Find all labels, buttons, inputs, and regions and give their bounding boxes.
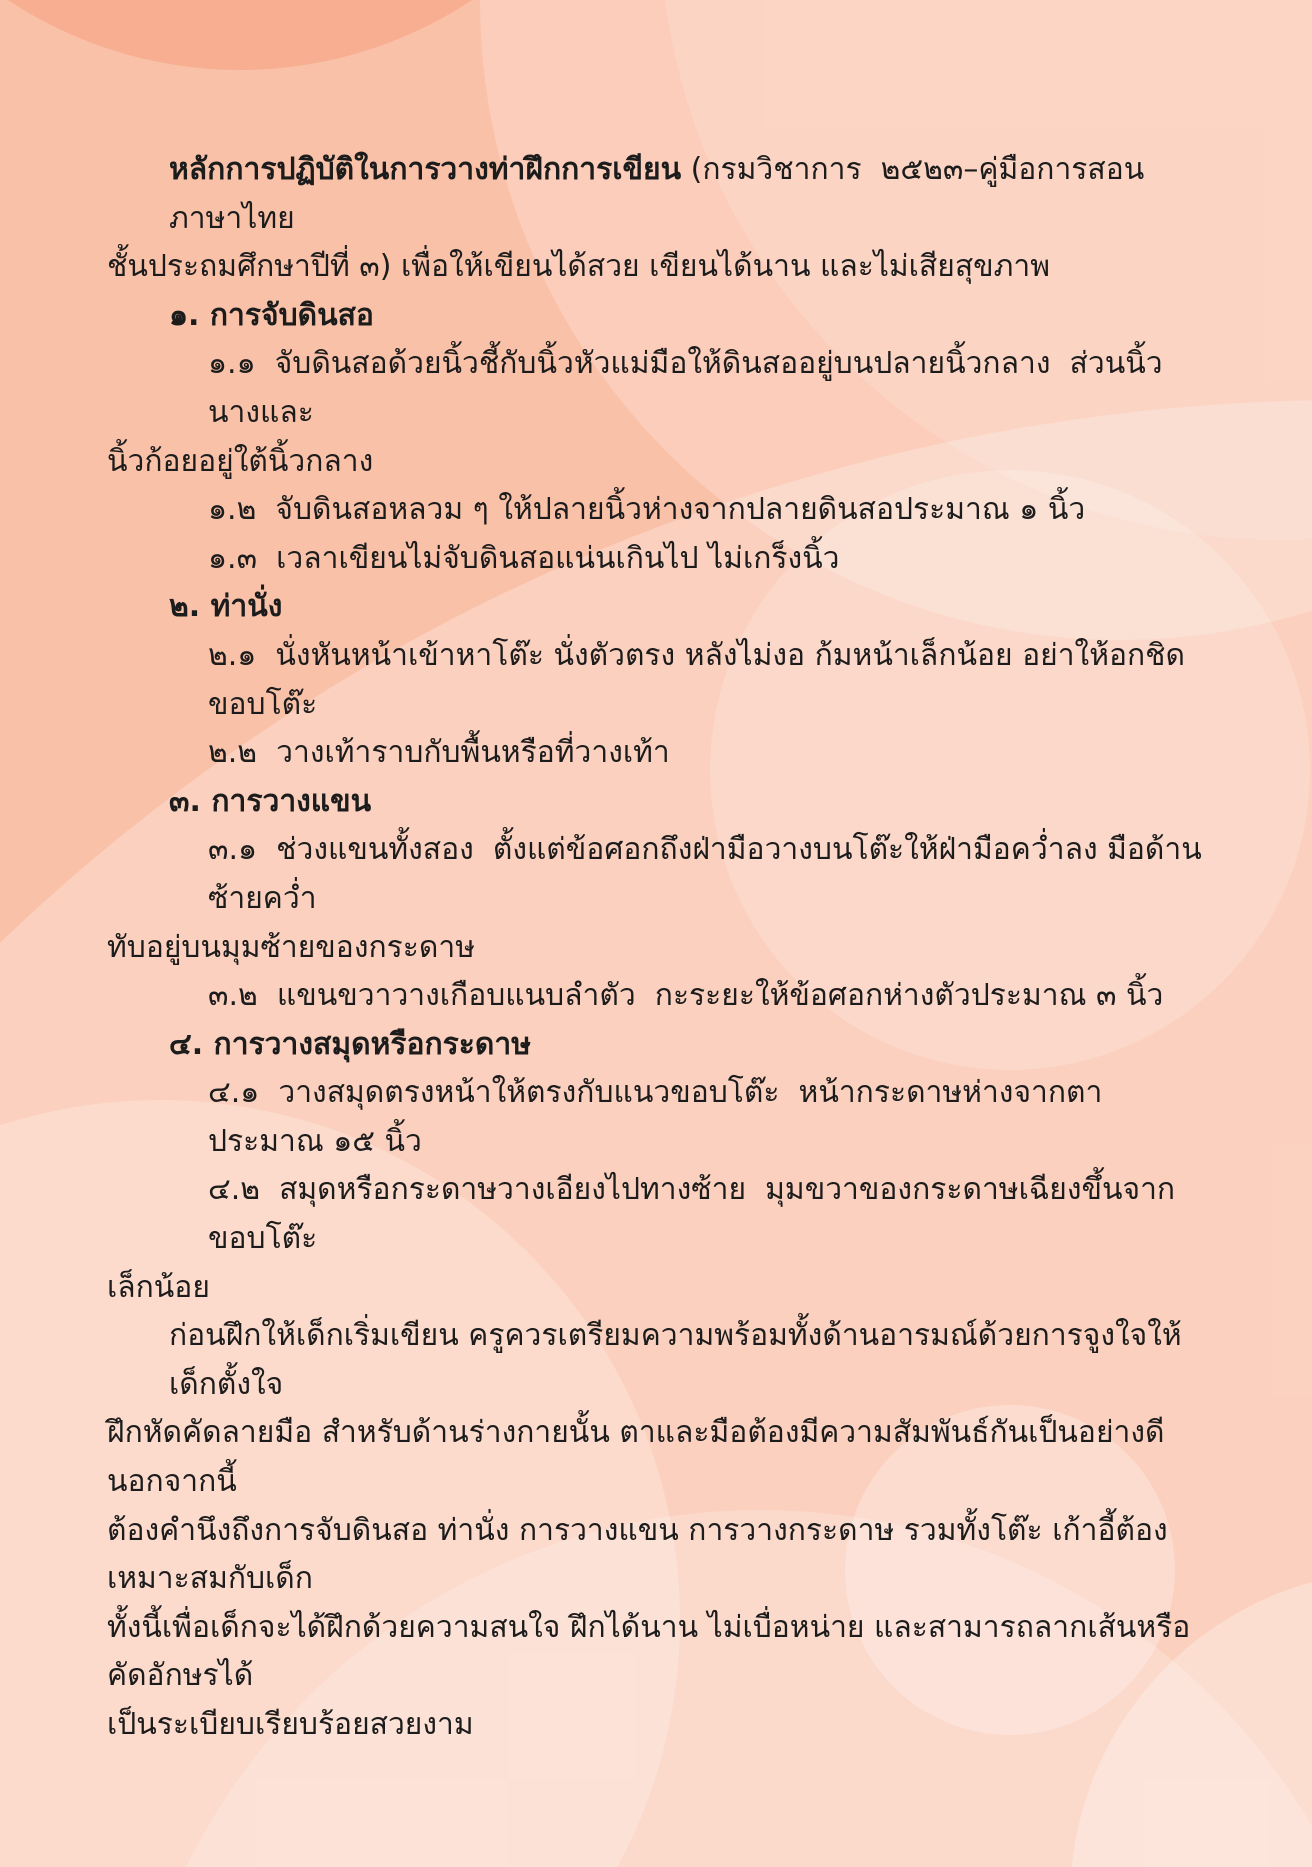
text-line: ๑.๑ จับดินสอด้วยนิ้วชี้กับนิ้วหัวแม่มือให้ดินสออยู่บนปลายนิ้วกลาง ส่วนนิ้วนางและ (208, 346, 1163, 430)
text-line: ทับอยู่บนมุมซ้ายของกระดาษ (107, 929, 475, 965)
text-line: ๓.๒ แขนขวาวางเกือบแนบลำตัว กะระยะให้ข้อศอกห่างตัวประมาณ ๓ นิ้ว (208, 978, 1164, 1014)
text-line: ก่อนฝึกให้เด็กเริ่มเขียน ครูควรเตรียมความพร้อมทั้งด้านอารมณ์ด้วยการจูงใจให้เด็กตั้งใจ (169, 1318, 1182, 1402)
text-line: ฝึกหัดคัดลายมือ สำหรับด้านร่างกายนั้น ตาและมือต้องมีความสัมพันธ์กันเป็นอย่างดี นอกจากนี้ (107, 1415, 1175, 1500)
text-line: ต้องคำนึงถึงการจับดินสอ ท่านั่ง การวางแขน การวางกระดาษ รวมทั้งโต๊ะ เก้าอี้ต้องเหมาะสมกับเด็ก (107, 1512, 1168, 1597)
text-line: หลักการปฏิบัติในการวางท่าฝึกการเขียน (กรมวิชาการ ๒๕๒๓–คู่มือการสอนภาษาไทย (169, 152, 1145, 236)
text-line: ๑. การจับดินสอ (169, 297, 374, 333)
text-line: เล็กน้อย (107, 1269, 210, 1305)
text-line: ๔.๑ วางสมุดตรงหน้าให้ตรงกับแนวขอบโต๊ะ หน้ากระดาษห่างจากตาประมาณ ๑๕ นิ้ว (208, 1075, 1103, 1159)
text-line: ๑.๓ เวลาเขียนไม่จับดินสอแน่นเกินไป ไม่เกร็งนิ้ว (208, 540, 840, 576)
document-body (107, 146, 1211, 1750)
text-line: ๒. ท่านั่ง (169, 589, 283, 625)
text-line: ๑.๒ จับดินสอหลวม ๆ ให้ปลายนิ้วห่างจากปลายดินสอประมาณ ๑ นิ้ว (208, 492, 1086, 528)
text-line: ๒.๒ วางเท้าราบกับพื้นหรือที่วางเท้า (208, 735, 670, 771)
text-line: ๔. การวางสมุดหรือกระดาษ (169, 1026, 531, 1062)
text-line: ๒.๑ นั่งหันหน้าเข้าหาโต๊ะ นั่งตัวตรง หลังไม่งอ ก้มหน้าเล็กน้อย อย่าให้อกชิดขอบโต๊ะ (208, 637, 1186, 722)
text-line: ๓.๑ ช่วงแขนทั้งสอง ตั้งแต่ข้อศอกถึงฝ่ามือวางบนโต๊ะให้ฝ่ามือคว่ำลง มือด้านซ้ายคว่ำ (208, 832, 1202, 916)
text-line: ทั้งนี้เพื่อเด็กจะได้ฝึกด้วยความสนใจ ฝึกได้นาน ไม่เบื่อหน่าย และสามารถลากเส้นหรือคัดอักษรได้ (107, 1609, 1191, 1694)
text-line: เป็นระเบียบเรียบร้อยสวยงาม (107, 1707, 474, 1742)
text-line: ๔.๒ สมุดหรือกระดาษวางเอียงไปทางซ้าย มุมขวาของกระดาษเฉียงขึ้นจากขอบโต๊ะ (208, 1172, 1176, 1257)
text-line: นิ้วก้อยอยู่ใต้นิ้วกลาง (107, 443, 374, 479)
text-line: ๓. การวางแขน (169, 783, 372, 819)
document-title: หลักการปฏิบัติในการวางท่าฝึกการเขียน (169, 152, 682, 187)
text-line: ชั้นประถมศึกษาปีที่ ๓) เพื่อให้เขียนได้สวย เขียนได้นาน และไม่เสียสุขภาพ (107, 249, 1051, 285)
